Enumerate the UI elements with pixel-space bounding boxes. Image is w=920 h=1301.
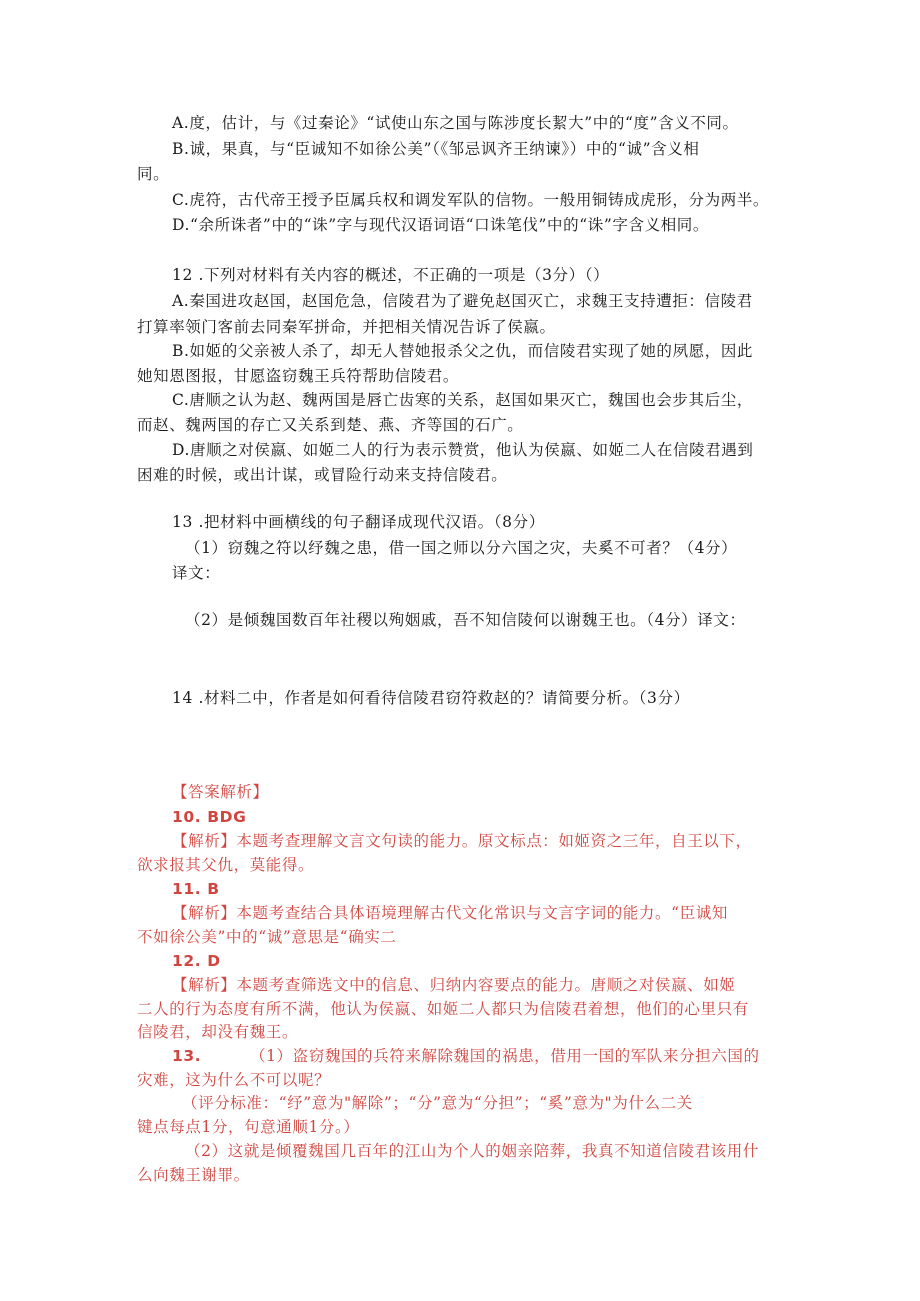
q11-option-b-line2: 同。 <box>137 165 170 183</box>
answer-13-criteria-line2: 键点每点1分，句意通顺1分。） <box>137 1118 360 1136</box>
answer-13-sentence-1-line1: （1）盗窃魏国的兵符来解除魏国的祸患，借用一国的军队来分担六国的 <box>250 1047 760 1065</box>
answer-11: 11. B <box>172 880 220 898</box>
answer-10: 10. BDG <box>172 808 247 826</box>
answer-10-explanation-line1: 【解析】本题考查理解文言文句读的能力。原文标点：如姬资之三年，自王以下， <box>172 832 752 850</box>
answer-13-sentence-2-line2: 么向魏王谢罪。 <box>137 1166 250 1184</box>
q12-option-c-line1: C.唐顺之认为赵、魏两国是唇亡齿寒的关系，赵国如果灭亡，魏国也会步其后尘， <box>172 391 753 409</box>
q13-stem: 13 .把材料中画横线的句子翻译成现代汉语。（8分） <box>172 513 545 531</box>
answer-12-explanation-line3: 信陵君，却没有魏王。 <box>137 1023 299 1041</box>
answer-13-sentence-1-line2: 灾难，这为什么不可以呢？ <box>137 1071 331 1089</box>
answer-13-number: 13. <box>172 1047 202 1065</box>
q12-option-a-line1: A.秦国进攻赵国，赵国危急，信陵君为了避免赵国灭亡，求魏王支持遭拒：信陵君 <box>172 292 753 310</box>
answer-12-explanation-line1: 【解析】本题考查筛选文中的信息、归纳内容要点的能力。唐顺之对侯嬴、如姬 <box>172 976 736 994</box>
q12-option-d-line1: D.唐顺之对侯嬴、如姬二人的行为表示赞赏，他认为侯嬴、如姬二人在信陵君遇到 <box>172 441 754 459</box>
q13-sentence-1: （1）窃魏之符以纾魏之患，借一国之师以分六国之灾，夫奚不可者？（4分） <box>185 539 738 557</box>
answer-12-explanation-line2: 二人的行为态度有所不满，他认为侯嬴、如姬二人都只为信陵君着想，他们的心里只有 <box>137 1000 749 1018</box>
answers-header: 【答案解析】 <box>172 783 269 801</box>
q12-stem: 12 .下列对材料有关内容的概述，不正确的一项是（3分）（） <box>172 266 610 284</box>
answer-13-criteria-line1: （评分标准：“纾”意为"解除”；“分”意为“分担”；“奚”意为"为什么二关 <box>182 1094 693 1112</box>
answer-13-sentence-2-line1: （2）这就是倾覆魏国几百年的江山为个人的姻亲陪葬，我真不知道信陵君该用什 <box>185 1142 759 1160</box>
q12-option-c-line2: 而赵、魏两国的存亡又关系到楚、燕、齐等国的石广。 <box>137 416 524 434</box>
q11-option-b-line1: B.诚，果真，与“臣诚知不如徐公美”（《邹忌讽齐王纳谏》）中的“诚”含义相 <box>172 140 700 158</box>
answer-12: 12. D <box>172 952 221 970</box>
answer-11-explanation-line2: 不如徐公美”中的“诚”意思是“确实二 <box>137 928 397 946</box>
q12-option-b-line2: 她知恩图报，甘愿盗窃魏王兵符帮助信陵君。 <box>137 367 460 385</box>
q11-option-a: A.度，估计，与《过秦论》“试使山东之国与陈涉度长絜大”中的“度”含义不同。 <box>172 114 739 132</box>
q12-option-b-line1: B.如姬的父亲被人杀了，却无人替她报杀父之仇，而信陵君实现了她的夙愿，因此 <box>172 342 754 360</box>
q13-sentence-1-answer-label: 译文： <box>172 564 221 582</box>
answer-10-explanation-line2: 欲求报其父仇，莫能得。 <box>137 856 315 874</box>
q12-option-a-line2: 打算率领门客前去同秦军拼命，并把相关情况告诉了侯嬴。 <box>137 318 556 336</box>
q11-option-d: D.“余所诛者”中的“诛”字与现代汉语词语“口诛笔伐”中的“诛”字含义相同。 <box>172 216 709 234</box>
q12-option-d-line2: 困难的时候，或出计谋，或冒险行动来支持信陵君。 <box>137 466 508 484</box>
q13-sentence-2: （2）是倾魏国数百年社稷以殉姻戚，吾不知信陵何以谢魏王也。（4分）译文： <box>185 611 746 629</box>
answer-11-explanation-line1: 【解析】本题考查结合具体语境理解古代文化常识与文言字词的能力。“臣诚知 <box>172 904 728 922</box>
q14-stem: 14 .材料二中，作者是如何看待信陵君窃符救赵的？请简要分析。（3分） <box>172 689 690 707</box>
q11-option-c: C.虎符，古代帝王授予臣属兵权和调发军队的信物。一般用铜铸成虎形，分为两半。 <box>172 191 770 209</box>
